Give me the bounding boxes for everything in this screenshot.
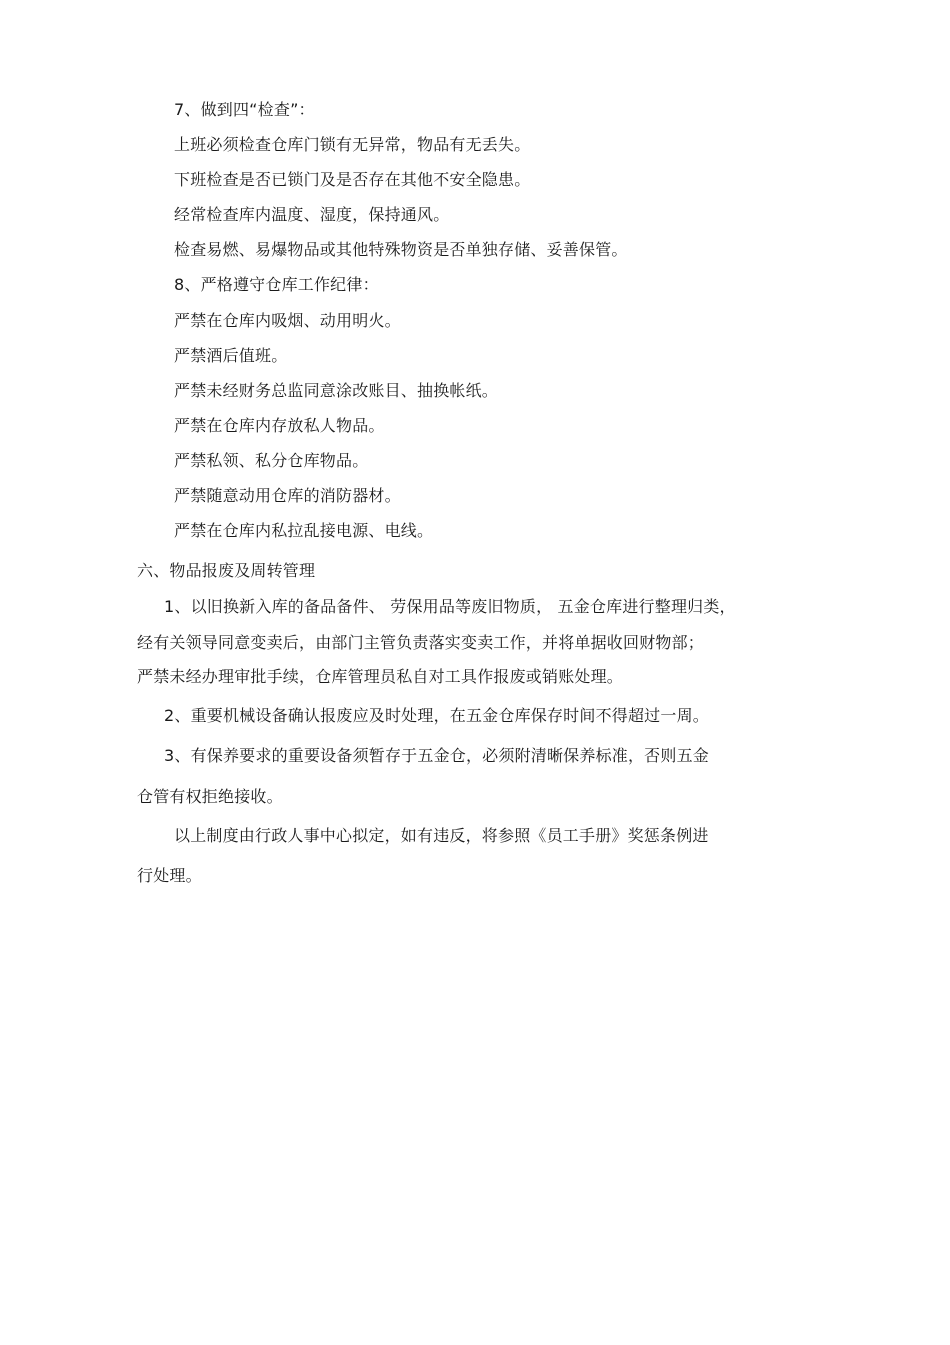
section-8-item-3: 严禁未经财务总监同意涂改账目、抽换帐纸。	[174, 381, 499, 400]
section-six-p1-line-3: 严禁未经办理审批手续，仓库管理员私自对工具作报废或销账处理。	[137, 667, 624, 686]
section-8-item-4: 严禁在仓库内存放私人物品。	[174, 416, 385, 435]
section-8-item-6: 严禁随意动用仓库的消防器材。	[174, 486, 401, 505]
section-six-p3-line-2: 仓管有权拒绝接收。	[137, 787, 283, 806]
section-six-p2: 2、重要机械设备确认报废应及时处理，在五金仓库保存时间不得超过一周。	[164, 706, 709, 725]
closing-line-1: 以上制度由行政人事中心拟定，如有违反，将参照《员工手册》奖惩条例进	[174, 826, 709, 845]
section-8-heading: 8、严格遵守仓库工作纪律：	[174, 275, 379, 294]
section-7-item-1: 上班必须检查仓库门锁有无异常，物品有无丢失。	[174, 135, 531, 154]
section-8-item-5: 严禁私领、私分仓库物品。	[174, 451, 369, 470]
section-7-heading: 7、做到四“检查”：	[174, 100, 315, 119]
section-six-heading: 六、物品报废及周转管理	[137, 561, 316, 580]
section-7-item-4: 检查易燃、易爆物品或其他特殊物资是否单独存储、妥善保管。	[174, 240, 628, 259]
section-8-item-1: 严禁在仓库内吸烟、动用明火。	[174, 311, 401, 330]
section-8-item-2: 严禁酒后值班。	[174, 346, 288, 365]
section-six-p1-line-1: 1、以旧换新入库的备品备件、 劳保用品等废旧物质， 五金仓库进行整理归类，	[164, 597, 736, 616]
closing-line-2: 行处理。	[137, 866, 202, 885]
section-7-item-3: 经常检查库内温度、湿度，保持通风。	[174, 205, 450, 224]
section-six-p1-line-2: 经有关领导同意变卖后，由部门主管负责落实变卖工作，并将单据收回财物部；	[137, 633, 705, 652]
section-7-item-2: 下班检查是否已锁门及是否存在其他不安全隐患。	[174, 170, 531, 189]
section-8-item-7: 严禁在仓库内私拉乱接电源、电线。	[174, 521, 434, 540]
section-six-p3-line-1: 3、有保养要求的重要设备须暂存于五金仓，必须附清晰保养标准，否则五金	[164, 746, 709, 765]
